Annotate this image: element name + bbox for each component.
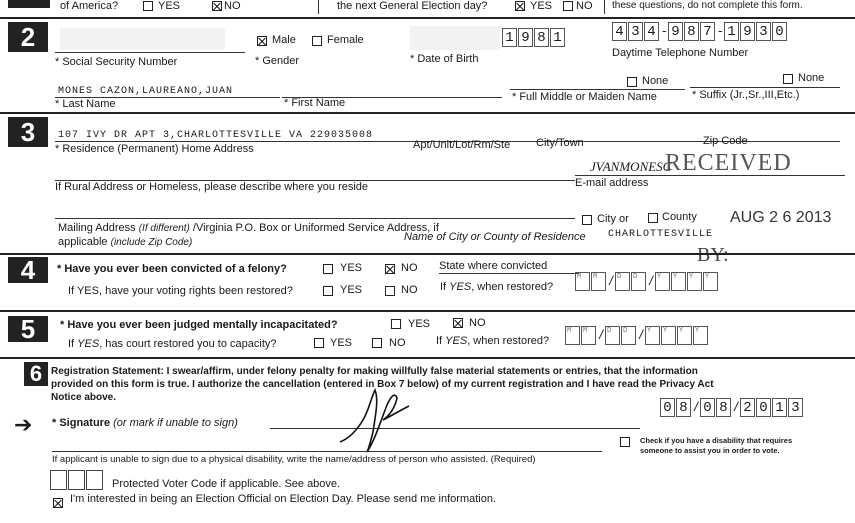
incap-yes-label: YES <box>408 318 431 330</box>
first-name-label: * First Name <box>284 97 346 109</box>
restored-question: If YES, have your voting rights been restored? <box>68 285 293 297</box>
received-stamp: RECEIVED <box>665 150 792 176</box>
mailing-label: Mailing Address (If different) /Virginia P.O. Box or Uniformed Service Address, if <box>58 222 439 234</box>
felony-yes-checkbox[interactable] <box>323 264 333 274</box>
divider <box>318 0 319 14</box>
election-yes-checkbox[interactable] <box>515 1 525 11</box>
middle-none-checkbox[interactable] <box>627 77 637 87</box>
when-capacity-restored-label: If YES, when restored? <box>436 335 550 347</box>
section-2-number: 2 <box>8 22 48 52</box>
protected-voter-label: Protected Voter Code if applicable. See above. <box>112 478 341 490</box>
mailing-label-line-2: applicable (include Zip Code) <box>58 236 193 248</box>
assist-underline <box>52 451 602 452</box>
city-option-label: City or <box>597 213 629 225</box>
assist-label: If applicant is unable to sign due to a physical disability, write the name/address of person who assisted. (Required) <box>52 454 536 465</box>
section-divider <box>0 17 855 19</box>
sign-year-digit: 3 <box>788 398 803 417</box>
ssn-label: * Social Security Number <box>55 56 178 68</box>
dob-year-digit: 8 <box>534 28 549 47</box>
middle-name-underline <box>510 89 685 90</box>
sign-day-digit: 8 <box>716 398 731 417</box>
incap-yes-checkbox[interactable] <box>391 319 401 329</box>
restored-no-label: NO <box>401 284 418 296</box>
suffix-none-label: None <box>798 72 825 84</box>
citizen-no-label: NO <box>224 0 241 12</box>
female-checkbox[interactable] <box>312 36 322 46</box>
citizen-no-checkbox[interactable] <box>212 1 222 11</box>
divider <box>604 0 605 14</box>
phone-digit: 3 <box>756 22 771 41</box>
incap-no-checkbox[interactable] <box>453 318 463 328</box>
ssn-field[interactable] <box>60 28 225 50</box>
felony-yes-label: YES <box>340 262 363 274</box>
section-divider <box>0 357 855 359</box>
section-4-number: 4 <box>8 257 48 283</box>
state-convicted-label: State where convicted <box>439 260 548 272</box>
section-3-number: 3 <box>8 117 48 147</box>
dob-year-digit: 1 <box>550 28 565 47</box>
name-value[interactable]: MONES CAZON,LAUREANO,JUAN <box>58 86 234 97</box>
middle-name-label: * Full Middle or Maiden Name <box>512 91 657 103</box>
suffix-none-checkbox[interactable] <box>783 74 793 84</box>
felony-no-checkbox[interactable] <box>385 264 395 274</box>
middle-none-label: None <box>642 75 669 87</box>
received-date-stamp: AUG 2 6 2013 <box>730 209 832 226</box>
phone-digit: 9 <box>668 22 683 41</box>
section-5-number: 5 <box>8 316 48 342</box>
arrow-icon: ➔ <box>14 412 33 437</box>
felony-date-boxes[interactable]: M M / D D / Y Y Y Y <box>575 272 719 291</box>
citizen-yes-checkbox[interactable] <box>143 1 153 11</box>
signature[interactable] <box>335 380 425 455</box>
phone-boxes[interactable]: 4 3 4 - 9 8 7 - 1 9 3 0 <box>612 22 788 41</box>
sign-day-digit: 0 <box>700 398 715 417</box>
dob-month-day-field[interactable] <box>410 26 500 50</box>
county-checkbox[interactable] <box>648 213 658 223</box>
city-label: City/Town <box>536 137 584 149</box>
election-question: the next General Election day? <box>337 0 488 12</box>
phone-digit: 0 <box>772 22 787 41</box>
section-divider <box>0 112 855 114</box>
capacity-no-label: NO <box>389 337 406 349</box>
gender-label: * Gender <box>255 55 300 67</box>
capacity-no-checkbox[interactable] <box>372 338 382 348</box>
sign-year-digit: 0 <box>756 398 771 417</box>
disability-checkbox[interactable] <box>620 437 630 447</box>
signature-underline <box>270 428 640 429</box>
ssn-underline <box>55 52 245 53</box>
male-label: Male <box>272 34 296 46</box>
sign-year-digit: 1 <box>772 398 787 417</box>
residence-name-value[interactable]: CHARLOTTESVILLE <box>608 229 714 240</box>
sign-month-digit: 8 <box>676 398 691 417</box>
when-restored-label: If YES, when restored? <box>440 281 554 293</box>
disability-note: Check if you have a disability that requires <box>640 436 793 445</box>
email-label: E-mail address <box>575 177 649 189</box>
county-option-label: County <box>662 211 697 223</box>
protected-voter-code-boxes[interactable] <box>50 470 106 490</box>
mailing-underline <box>55 218 575 219</box>
signature-label: * Signature (or mark if unable to sign) <box>52 417 238 429</box>
stamp-by: BY: <box>697 244 729 266</box>
section-6-number: 6 <box>24 362 48 386</box>
signature-date-boxes[interactable]: 0 8 / 0 8 / 2 0 1 3 <box>660 398 804 417</box>
apt-label: Apt/Unit/Lot/Rm/Ste <box>413 139 511 151</box>
incapacitated-question: * Have you ever been judged mentally incapacitated? <box>60 319 338 331</box>
phone-label: Daytime Telephone Number <box>612 47 749 59</box>
sign-month-digit: 0 <box>660 398 675 417</box>
sign-year-digit: 2 <box>740 398 755 417</box>
election-no-checkbox[interactable] <box>563 1 573 11</box>
dob-year-digit: 9 <box>518 28 533 47</box>
phone-digit: 4 <box>612 22 627 41</box>
residence-name-label: Name of City or County of Residence <box>404 231 586 243</box>
election-official-checkbox[interactable] <box>53 498 63 508</box>
last-name-label: * Last Name <box>55 98 116 110</box>
email-value[interactable]: JVANMONESC <box>590 159 672 174</box>
citizen-question: of America? <box>60 0 119 12</box>
dob-year-digit: 1 <box>502 28 517 47</box>
election-yes-label: YES <box>530 0 553 12</box>
zip-label: Zip Code <box>703 135 748 147</box>
city-checkbox[interactable] <box>582 215 592 225</box>
capacity-yes-checkbox[interactable] <box>314 338 324 348</box>
phone-digit: 3 <box>628 22 643 41</box>
felony-question: * Have you ever been convicted of a felony? <box>57 263 287 275</box>
rural-label: If Rural Address or Homeless, please describe where you reside <box>55 181 369 193</box>
suffix-underline <box>690 87 840 88</box>
state-underline <box>439 273 579 274</box>
phone-digit: 9 <box>740 22 755 41</box>
election-official-label: I'm interested in being an Election Official on Election Day. Please send me information. <box>70 493 497 505</box>
email-underline <box>575 175 845 176</box>
phone-digit: 7 <box>700 22 715 41</box>
phone-digit: 4 <box>644 22 659 41</box>
male-checkbox[interactable] <box>257 36 267 46</box>
residence-label: * Residence (Permanent) Home Address <box>55 143 254 155</box>
capacity-date-boxes[interactable]: M M / D D / Y Y Y Y <box>565 326 709 345</box>
registration-statement-line-3: Notice above. <box>51 392 117 403</box>
section-divider <box>0 253 855 255</box>
disability-note-line-2: someone to assist you in order to vote. <box>640 446 780 455</box>
address-value[interactable]: 107 IVY DR APT 3,CHARLOTTESVILLE VA 229035008 <box>58 130 374 141</box>
election-no-label: NO <box>576 0 593 12</box>
dob-year-boxes[interactable] <box>502 28 566 47</box>
female-label: Female <box>327 34 364 46</box>
felony-no-label: NO <box>401 262 418 274</box>
registration-statement: Registration Statement: I swear/affirm, under felony penalty for making willfully false material statements or entries, that the information <box>51 366 698 377</box>
incap-no-label: NO <box>469 317 486 329</box>
top-right-note: these questions, do not complete this form. <box>612 0 803 11</box>
section-1-tab <box>8 0 50 8</box>
capacity-question: If YES, has court restored you to capacity? <box>68 338 277 350</box>
suffix-label: * Suffix (Jr.,Sr.,III,Etc.) <box>692 89 800 101</box>
phone-digit: 1 <box>724 22 739 41</box>
citizen-yes-label: YES <box>158 0 181 12</box>
dob-label: * Date of Birth <box>410 53 479 65</box>
registration-statement-line-2: provided on this form is true. I authorize the cancellation (entered in Box 7 below) of my current registration and I have read the Privacy Act <box>51 379 714 390</box>
section-divider <box>0 310 855 312</box>
restored-no-checkbox[interactable] <box>385 286 395 296</box>
capacity-yes-label: YES <box>330 337 353 349</box>
restored-yes-checkbox[interactable] <box>323 286 333 296</box>
restored-yes-label: YES <box>340 284 363 296</box>
phone-digit: 8 <box>684 22 699 41</box>
